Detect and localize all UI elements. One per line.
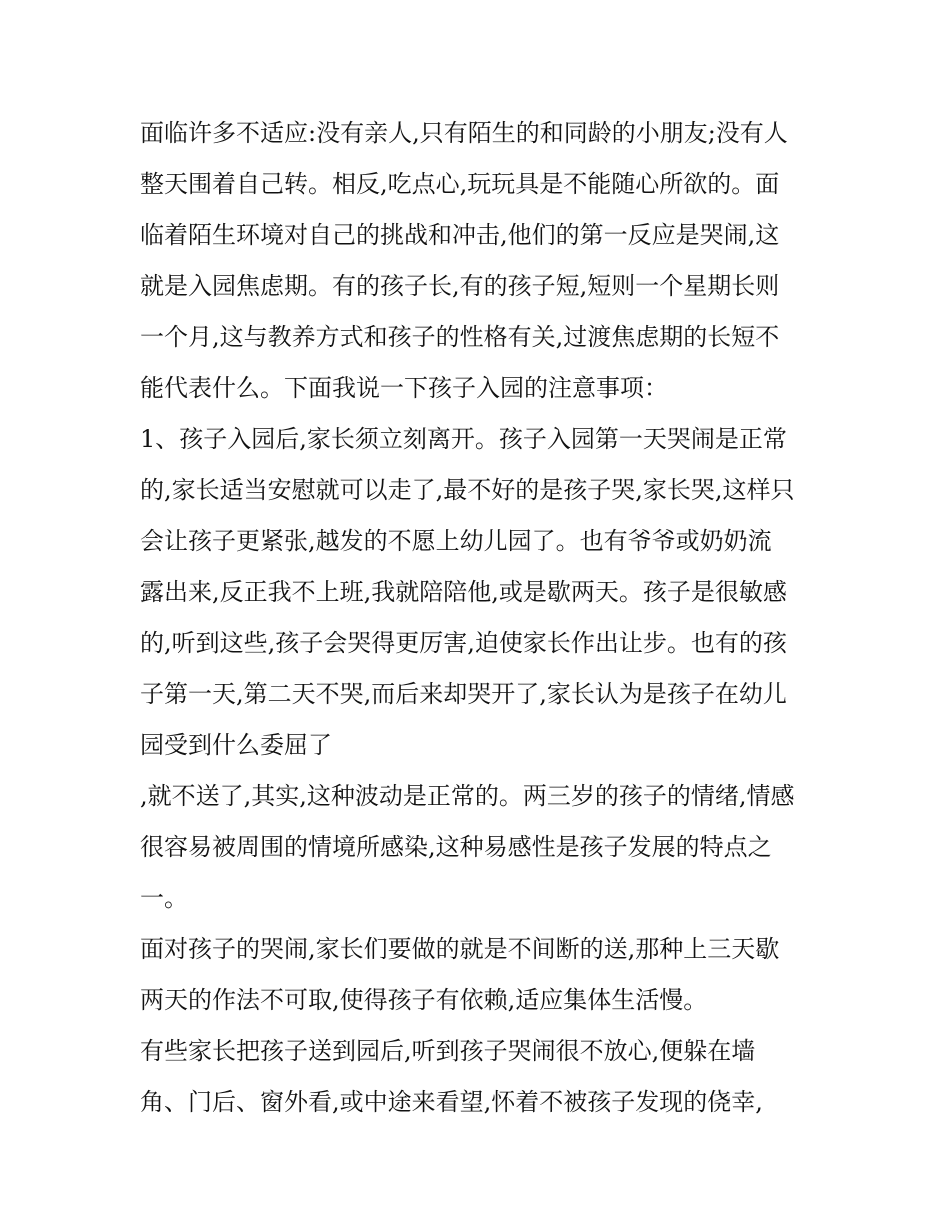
text-line: 面对孩子的哭闹,家长们要做的就是不间断的送,那种上三天歇	[140, 935, 780, 963]
text-line: 1、孩子入园后,家长须立刻离开。孩子入园第一天哭闹是正常	[140, 425, 787, 453]
document-body	[140, 108, 830, 1128]
text-line: ,就不送了,其实,这种波动是正常的。两三岁的孩子的情绪,情感	[140, 782, 795, 810]
text-line: 面临许多不适应:没有亲人,只有陌生的和同龄的小朋友;没有人	[140, 119, 788, 147]
text-line: 会让孩子更紧张,越发的不愿上幼儿园了。也有爷爷或奶奶流	[140, 527, 772, 555]
text-line: 角、门后、窗外看,或中途来看望,怀着不被孩子发现的侥幸,	[140, 1088, 763, 1116]
text-line: 园受到什么委屈了	[140, 731, 332, 759]
text-line: 整天围着自己转。相反,吃点心,玩玩具是不能随心所欲的。面	[140, 170, 780, 198]
text-line: 就是入园焦虑期。有的孩子长,有的孩子短,短则一个星期长则	[140, 272, 780, 300]
text-line: 两天的作法不可取,使得孩子有依赖,适应集体生活慢。	[140, 986, 708, 1014]
text-line: 露出来,反正我不上班,我就陪陪他,或是歇两天。孩子是很敏感	[140, 578, 787, 606]
text-line: 一。	[140, 884, 188, 912]
text-line: 的,听到这些,孩子会哭得更厉害,迫使家长作出让步。也有的孩	[140, 629, 787, 657]
text-line: 很容易被周围的情境所感染,这种易感性是孩子发展的特点之	[140, 833, 772, 861]
text-line: 能代表什么。下面我说一下孩子入园的注意事项：	[140, 374, 668, 402]
text-line: 一个月,这与教养方式和孩子的性格有关,过渡焦虑期的长短不	[140, 323, 780, 351]
text-line: 子第一天,第二天不哭,而后来却哭开了,家长认为是孩子在幼儿	[140, 680, 787, 708]
text-line: 临着陌生环境对自己的挑战和冲击,他们的第一反应是哭闹,这	[140, 221, 780, 249]
text-line: 有些家长把孩子送到园后,听到孩子哭闹很不放心,便躲在墙	[140, 1037, 756, 1065]
text-line: 的,家长适当安慰就可以走了,最不好的是孩子哭,家长哭,这样只	[140, 476, 795, 504]
